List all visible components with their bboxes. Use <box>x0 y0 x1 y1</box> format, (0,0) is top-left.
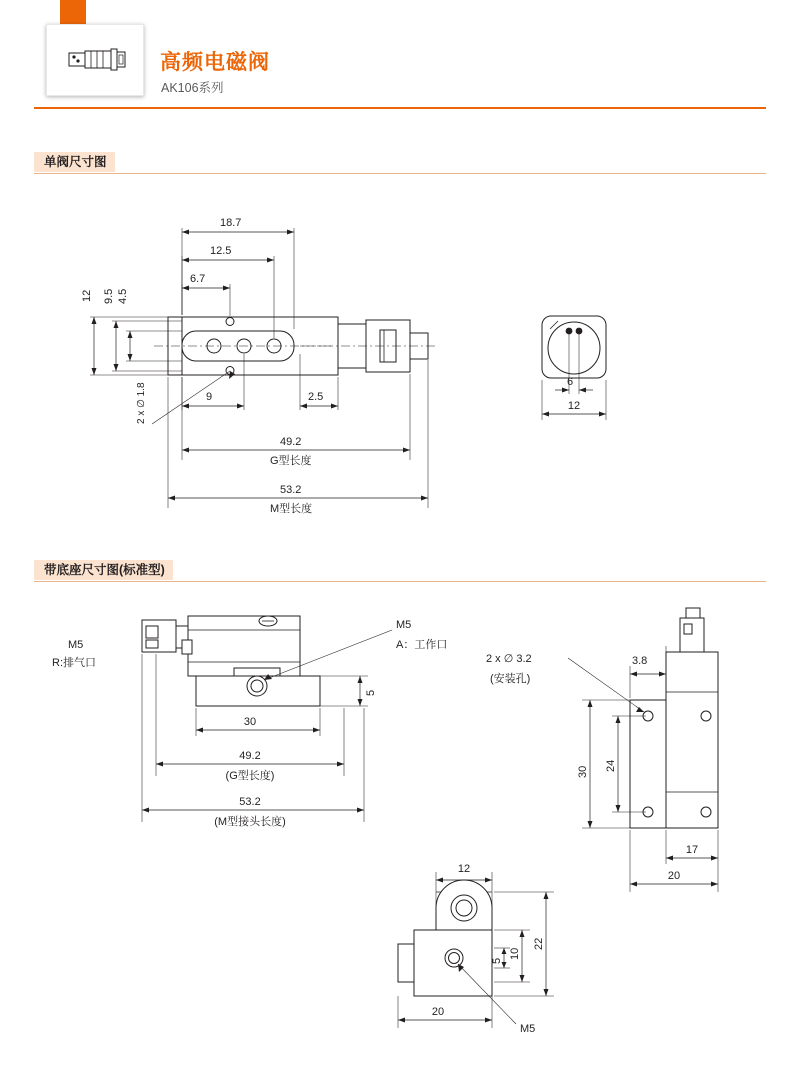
dim-24: 24 <box>605 759 617 772</box>
dim-5-top: 5 <box>491 957 503 964</box>
dim-53-2: 53.2 <box>280 484 302 496</box>
dim-49-2: 49.2 <box>280 436 302 448</box>
label-m5-a-code: M5 <box>396 619 412 631</box>
section-divider <box>34 173 766 174</box>
note-mounting-hole: (安装孔) <box>490 673 531 685</box>
section-divider-2 <box>34 581 766 582</box>
label-m5-r-desc: R:排气口 <box>52 657 96 669</box>
dim-3-8: 3.8 <box>632 655 648 667</box>
dim-12-top: 12 <box>457 863 471 875</box>
page-title: 高频电磁阀 <box>160 51 270 74</box>
dim-9: 9 <box>206 391 213 403</box>
section-title-single-valve: 单阀尺寸图 <box>34 152 115 172</box>
single-valve-dimension-drawing <box>34 188 766 558</box>
dim-22: 22 <box>533 937 545 950</box>
dim-5-base: 5 <box>365 689 377 696</box>
valve-thumbnail-icon <box>46 24 144 96</box>
section-with-base-header <box>34 560 766 582</box>
label-m5-r-code: M5 <box>68 639 84 651</box>
header-divider <box>34 107 766 109</box>
page-subtitle: AK106系列 <box>161 81 224 95</box>
dim-17: 17 <box>685 844 699 856</box>
dim-53-2-base: 53.2 <box>239 796 261 808</box>
section-title-with-base: 带底座尺寸图(标准型) <box>34 560 173 580</box>
label-g-length: G型长度 <box>270 455 312 467</box>
dim-9-5: 9.5 <box>103 288 115 304</box>
dim-2-5: 2.5 <box>308 391 324 403</box>
dim-6-7: 6.7 <box>190 273 206 285</box>
dim-20-top: 20 <box>431 1006 445 1018</box>
dim-6-side: 6 <box>566 376 574 388</box>
label-m5-top: M5 <box>520 1023 536 1035</box>
dim-12-height: 12 <box>81 289 93 302</box>
note-2x-dia-1-8: 2 x ∅ 1.8 <box>136 382 147 424</box>
dim-4-5: 4.5 <box>117 288 129 304</box>
note-m-connector-length: (M型接头长度) <box>214 816 286 828</box>
section-single-valve-header <box>34 152 766 174</box>
dim-10: 10 <box>509 947 521 960</box>
dim-30-plate: 30 <box>577 765 589 778</box>
label-m-length: M型长度 <box>270 503 313 515</box>
dim-49-2-base: 49.2 <box>239 750 261 762</box>
note-2x-dia-3-2: 2 x ∅ 3.2 <box>486 653 532 665</box>
dim-18-7: 18.7 <box>220 217 242 229</box>
page-header <box>0 0 800 118</box>
label-m5-a-desc: A：工作口 <box>396 639 448 651</box>
dim-12-side: 12 <box>567 400 581 412</box>
dim-30-base: 30 <box>243 716 257 728</box>
dim-20-rear: 20 <box>667 870 681 882</box>
note-g-length: (G型长度) <box>225 770 275 782</box>
base-dimension-drawing <box>34 596 766 1056</box>
dim-12-5: 12.5 <box>210 245 232 257</box>
